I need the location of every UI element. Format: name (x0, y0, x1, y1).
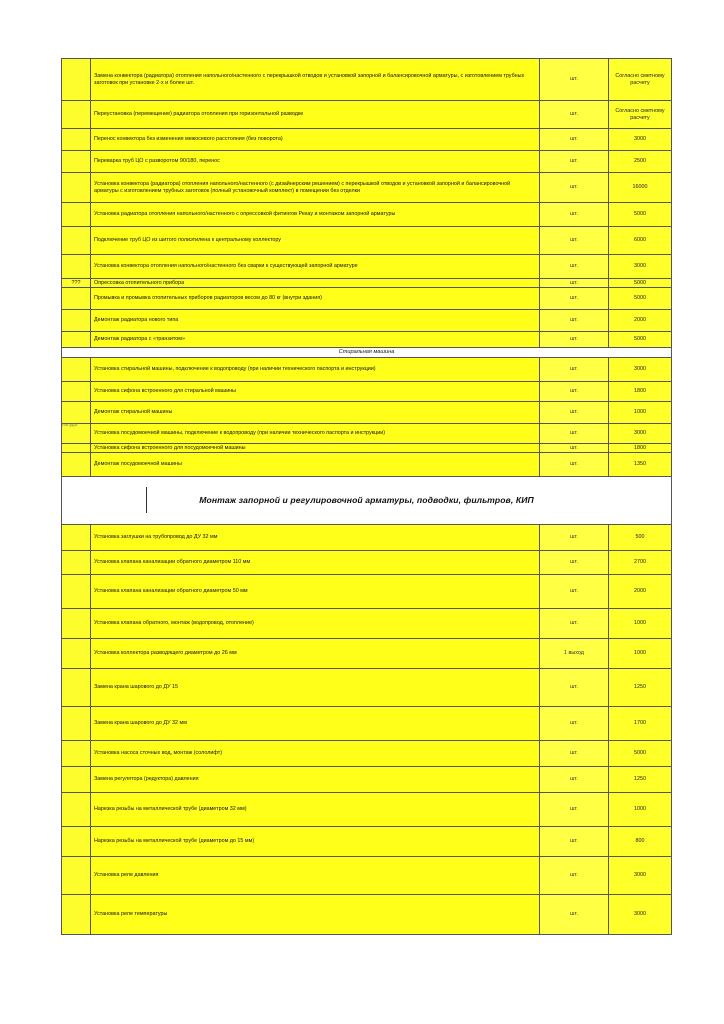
service-name: Переустановка (перемещение) радиатора отопления при горизонтальной разводке (91, 101, 540, 129)
service-name: Нарезка резьбы на металлической трубе (диаметром до 15 мм) (91, 827, 540, 857)
service-price: 3000 (609, 895, 672, 935)
service-price: 3000 (609, 424, 672, 444)
service-price: 2700 (609, 551, 672, 575)
service-price: 3000 (609, 255, 672, 279)
service-unit: шт. (540, 173, 609, 203)
service-price: 1800 (609, 444, 672, 453)
section-title: Стиральная машина (62, 348, 672, 358)
table-row (62, 895, 672, 935)
service-name: Демонтаж радиатора с «транзитом» (91, 332, 540, 348)
service-price: 5000 (609, 288, 672, 310)
service-unit: шт. (540, 59, 609, 101)
section-heading: Монтаж запорной и регулировочной арматуры, подводки, фильтров, КИП (199, 495, 534, 505)
heading-divider (146, 487, 147, 513)
table-row (62, 857, 672, 895)
service-name: Установка сифона встроенного для стиральной машины (91, 382, 540, 402)
row-marker (62, 382, 91, 402)
row-marker (62, 857, 91, 895)
service-name: Установка стиральной машины, подключение к водопроводу (при наличии технического паспорта и инструкции) (91, 358, 540, 382)
service-price: 3000 (609, 358, 672, 382)
table-row (62, 453, 672, 477)
service-name: Замена крана шарового до ДУ 15 (91, 669, 540, 707)
service-unit: шт. (540, 358, 609, 382)
service-unit: шт. (540, 525, 609, 551)
price-table (61, 58, 672, 935)
service-price: 800 (609, 827, 672, 857)
row-marker (62, 59, 91, 101)
service-price: 3000 (609, 857, 672, 895)
service-unit: шт. (540, 575, 609, 609)
section-heading-cell (62, 477, 672, 525)
row-marker (62, 741, 91, 767)
service-price: 1700 (609, 707, 672, 741)
service-unit: шт. (540, 444, 609, 453)
row-marker (62, 551, 91, 575)
service-unit: шт. (540, 609, 609, 639)
table-row (62, 255, 672, 279)
service-unit: шт. (540, 279, 609, 288)
service-name: Нарезка резьбы на металлической трубе (диаметром 32 мм) (91, 793, 540, 827)
table-row (62, 227, 672, 255)
service-price: 1000 (609, 402, 672, 424)
service-unit: шт. (540, 310, 609, 332)
table-row (62, 279, 672, 288)
table-row (62, 669, 672, 707)
row-marker (62, 827, 91, 857)
service-price: 1250 (609, 669, 672, 707)
table-row (62, 424, 672, 444)
service-name: Установка заглушки на трубопровод до ДУ 32 мм (91, 525, 540, 551)
service-name: Подключение труб ЦО из шитого полиэтилена к центральному коллектору (91, 227, 540, 255)
row-marker (62, 639, 91, 669)
row-marker (62, 575, 91, 609)
stray-note: посудо (62, 423, 78, 428)
service-unit: шт. (540, 332, 609, 348)
table-row (62, 707, 672, 741)
service-unit: шт. (540, 227, 609, 255)
service-price: 3000 (609, 129, 672, 151)
row-marker (62, 101, 91, 129)
section-heading-row (62, 477, 672, 525)
service-price: 1000 (609, 639, 672, 669)
service-price: Согласно сметному расчету (609, 59, 672, 101)
service-name: Перенос конвектора без изменения межосевого расстояния (без поворота) (91, 129, 540, 151)
table-row (62, 151, 672, 173)
row-marker (62, 203, 91, 227)
service-unit: шт. (540, 101, 609, 129)
service-name: Установка сифона встроенного для посудомоечной машины (91, 444, 540, 453)
service-price: 2000 (609, 575, 672, 609)
service-price: 500 (609, 525, 672, 551)
table-row (62, 444, 672, 453)
table-row (62, 609, 672, 639)
service-price: 6000 (609, 227, 672, 255)
row-marker (62, 453, 91, 477)
service-unit: шт. (540, 453, 609, 477)
service-unit: шт. (540, 424, 609, 444)
service-unit: шт. (540, 767, 609, 793)
service-name: Замена крана шарового до ДУ 32 мм (91, 707, 540, 741)
row-marker (62, 793, 91, 827)
service-unit: шт. (540, 551, 609, 575)
service-price: 1350 (609, 453, 672, 477)
table-row (62, 173, 672, 203)
table-row (62, 288, 672, 310)
table-row (62, 101, 672, 129)
table-row (62, 310, 672, 332)
service-price: 2500 (609, 151, 672, 173)
table-row (62, 203, 672, 227)
service-unit: шт. (540, 402, 609, 424)
service-name: Демонтаж радиатора нового типа (91, 310, 540, 332)
service-name: Установка клапана канализации обратного диаметром 50 мм (91, 575, 540, 609)
row-marker (62, 310, 91, 332)
row-marker (62, 332, 91, 348)
row-marker (62, 129, 91, 151)
table-row (62, 551, 672, 575)
table-row (62, 639, 672, 669)
service-price: 5000 (609, 332, 672, 348)
service-name: Установка клапана канализации обратного диаметром 110 мм (91, 551, 540, 575)
service-unit: шт. (540, 857, 609, 895)
table-row (62, 741, 672, 767)
service-name: Замена конвектора (радиатора) отопления напольного/настенного с перекрышкой отводов и установкой запорной и балансировочной арматуры, с изготовлением трубных заготовок при установке 2-х и более шт. (91, 59, 540, 101)
service-unit: шт. (540, 382, 609, 402)
service-name: Установка коллектора разводящего диаметром до 26 мм (91, 639, 540, 669)
table-row (62, 767, 672, 793)
service-unit: шт. (540, 203, 609, 227)
table-row (62, 402, 672, 424)
row-marker (62, 227, 91, 255)
table-row (62, 129, 672, 151)
service-price: 1800 (609, 382, 672, 402)
table-row (62, 827, 672, 857)
row-marker (62, 767, 91, 793)
service-price: 16000 (609, 173, 672, 203)
service-unit: 1 выход (540, 639, 609, 669)
service-unit: шт. (540, 793, 609, 827)
service-unit: шт. (540, 129, 609, 151)
row-marker (62, 402, 91, 424)
row-marker (62, 288, 91, 310)
table-row (62, 793, 672, 827)
row-marker (62, 609, 91, 639)
service-price: 1250 (609, 767, 672, 793)
service-price: 5000 (609, 741, 672, 767)
service-unit: шт. (540, 669, 609, 707)
service-name: Установка радиатора отопления напольного/настенного с опрессовкой фитингов Рехау и монтажом запорной арматуры (91, 203, 540, 227)
service-unit: шт. (540, 151, 609, 173)
service-name: Замена регулятора (редуктора) давления (91, 767, 540, 793)
service-name: Установка реле температуры (91, 895, 540, 935)
table-row (62, 59, 672, 101)
service-name: Опрессовка отопительного прибора (91, 279, 540, 288)
row-marker (62, 444, 91, 453)
table-row (62, 575, 672, 609)
table-row (62, 525, 672, 551)
service-name: Промывка и промывка отопительных приборов радиаторов весом до 80 кг (внутри здания) (91, 288, 540, 310)
service-price: 1000 (609, 793, 672, 827)
service-name: Установка посудомоечной машины, подключение к водопроводу (при наличии технического паспорта и инструкции) (91, 424, 540, 444)
service-unit: шт. (540, 895, 609, 935)
service-unit: шт. (540, 827, 609, 857)
row-marker (62, 895, 91, 935)
service-price: Согласно сметному расчету (609, 101, 672, 129)
row-marker (62, 707, 91, 741)
service-price: 5000 (609, 203, 672, 227)
service-name: Установка клапана обратного, монтаж (водопровод, отопление) (91, 609, 540, 639)
table-row (62, 332, 672, 348)
section-row (62, 348, 672, 358)
service-price: 2000 (609, 310, 672, 332)
service-name: Установка конвектора (радиатора) отопления напольного/настенного (с дизайнерским решением) с перекрышкой отводов и установкой запорной и балансировочной арматуры с изготовлением трубных заготовок (полный установочный комплект) в помещении без отделки (91, 173, 540, 203)
service-name: Переварка труб ЦО с разворотом 90/180, перенос (91, 151, 540, 173)
service-price: 5000 (609, 279, 672, 288)
service-name: Демонтаж стиральной машины (91, 402, 540, 424)
service-name: Установка реле давления (91, 857, 540, 895)
service-name: Демонтаж посудомоечной машины (91, 453, 540, 477)
row-marker (62, 173, 91, 203)
service-unit: шт. (540, 255, 609, 279)
table-row (62, 382, 672, 402)
table-row (62, 358, 672, 382)
row-marker (62, 358, 91, 382)
row-marker (62, 151, 91, 173)
service-unit: шт. (540, 288, 609, 310)
row-marker (62, 525, 91, 551)
service-name: Установка конвектора отопления напольного/настенного без сварки к существующей запорной арматуре (91, 255, 540, 279)
row-marker (62, 255, 91, 279)
row-marker: ??? (62, 279, 91, 288)
service-name: Установка насоса сточных вод, монтаж (сололифт) (91, 741, 540, 767)
row-marker (62, 669, 91, 707)
service-unit: шт. (540, 707, 609, 741)
service-unit: шт. (540, 741, 609, 767)
service-price: 1000 (609, 609, 672, 639)
